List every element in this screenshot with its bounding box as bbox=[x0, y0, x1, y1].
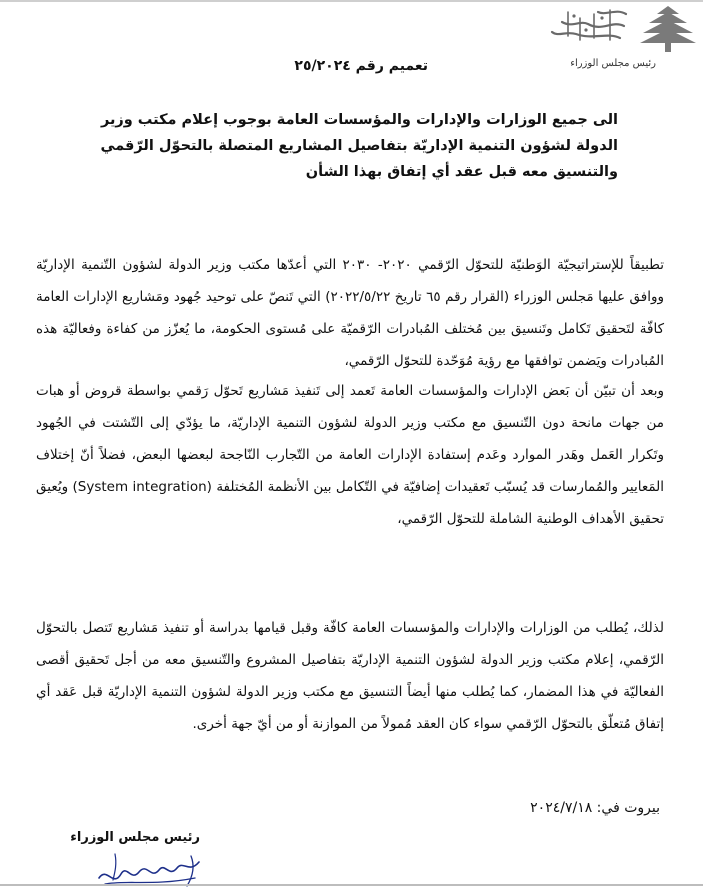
emblem-calligraphy-icon bbox=[546, 4, 632, 44]
signatory-title: رئيس مجلس الوزراء bbox=[70, 830, 200, 845]
date-line: بيروت في: ٢٠٢٤/٧/١٨ bbox=[530, 800, 660, 816]
cedar-tree-icon bbox=[639, 4, 697, 54]
emblem-caption: رئيس مجلس الوزراء bbox=[570, 58, 656, 69]
body-paragraph-1: تطبيقاً للإستراتيجيّة الوَطنيّة للتحوّل الرّقمي ٢٠٢٠- ٢٠٣٠ التي أعدّها مكتب وزير الدولة لشؤون التّنمية الإداريّة ووافق عليها مَجلس الوزراء (القرار رقم ٦٥ تاريخ ٢٠٢٢/٥/٢٢) التي تَنصّ على توحيد جُهود ومَشاريع الإدارات العامة كافّة لتَحقيق تَكامل وتَنسيق بين مُختلف المُبادرات الرّقميّة على مُستوى الحكومة، ما يُعزّز من كفاءة وفعاليّة هذه المُبادرات ويَضمن توافقها مع رؤية مُوَحّدة للتحوّل الرّقمي، bbox=[36, 257, 664, 369]
body-paragraph-2: وبعد أن تبيّن أن بَعض الإدارات والمؤسسات العامة تَعمد إلى تَنفيذ مَشاريع تَحوّل رَقمي بواسطة قروض أو هبات من جهات مانحة دون التّنسيق مع مكتب وزير الدولة لشؤون التنمية الإداريّة، ما يؤدّي إلى التّشتت في الجُهود وتَكرار العَمل وهَدر الموارد وعَدم إستفادة الإدارات العامة من التّجارب النّاجحة لبعضها البعض، فضلاً أنّ إختلاف المَعايير والمُمارسات قد يُسبّب تَعقيدات إضافيّة في التّكامل بين الأنظمة المُختلفة (System integration) ويُعيق تحقيق الأهداف الوطنية الشاملة للتحوّل الرّقمي، bbox=[36, 383, 665, 527]
subject-heading: الى جميع الوزارات والإدارات والمؤسسات العامة بوجوب إعلام مكتب وزير الدولة لشؤون التنمية الإداريّة بتفاصيل المشاريع المتصلة بالتحوّل الرّقمي والتنسيق معه قبل عقد أي إتفاق بهذا الشأن bbox=[100, 112, 618, 180]
circular-number: تعميم رقم ٢٥/٢٠٢٤ bbox=[294, 58, 428, 74]
body-paragraph-3: لذلك، يُطلب من الوزارات والإدارات والمؤسسات العامة كافّة وقبل قيامها بدراسة أو تنفيذ مَشاريع تَتصل بالتحوّل الرّقمي، إعلام مكتب وزير الدولة لشؤون التنمية الإداريّة بتفاصيل المشروع والتّنسيق معه من أجل تَحقيق أقصى الفعاليّة في هذا المضمار، كما يُطلب منها أيضاً التنسيق مع مكتب وزير الدولة لشؤون التنمية الإداريّة قبل عَقد أي إتفاق مُتعلّق بالتحوّل الرّقمي سواء كان العقد مُمولاً من الموازنة أو من أيّ جهة أخرى. bbox=[36, 620, 664, 732]
bottom-border bbox=[0, 884, 703, 886]
